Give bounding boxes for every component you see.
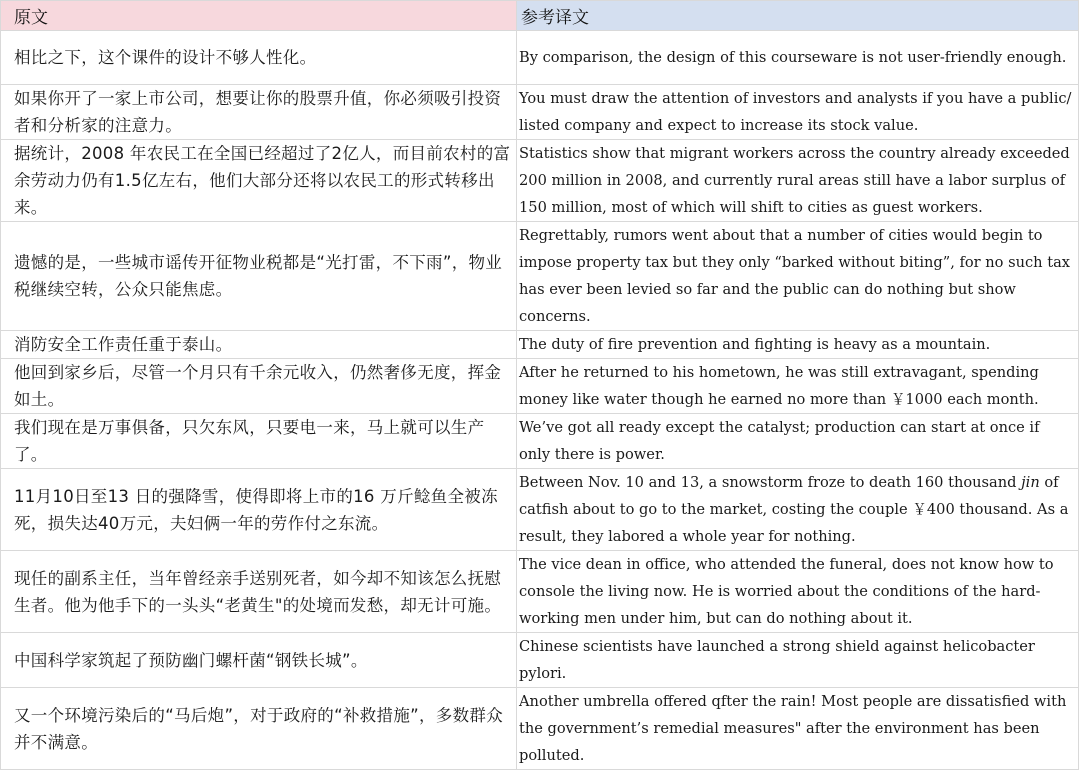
target-text: We’ve got all ready except the catalyst; production can start at once if only there is power. [517, 414, 1079, 469]
source-text: 遗憾的是，一些城市谣传开征物业税都是“光打雷，不下雨”，物业税继续空转，公众只能焦虑。 [1, 222, 517, 331]
table-row [1, 469, 1079, 551]
table-row [1, 331, 1079, 359]
target-text: The vice dean in office, who attended the funeral, does not know how to console the living now. He is worried about the conditions of the hard-working men under him, but can do nothing about it. [517, 551, 1079, 633]
target-column-header: 参考译文 [517, 1, 1079, 31]
target-text-part: Between Nov. 10 and 13, a snowstorm froze to death 160 thousand [519, 474, 1022, 491]
source-text: 据统计，2008 年农民工在全国已经超过了2亿人，而目前农村的富余劳动力仍有1.5亿左右，他们大部分还将以农民工的形式转移出来。 [1, 140, 517, 222]
source-text: 现任的副系主任，当年曾经亲手送别死者，如今却不知该怎么抚慰生者。他为他手下的一头头“老黄生"的处境而发愁，却无计可施。 [1, 551, 517, 633]
table-row [1, 633, 1079, 688]
target-text: The duty of fire prevention and fighting is heavy as a mountain. [517, 331, 1079, 359]
target-text-italic: jin [1021, 474, 1040, 491]
source-column-header: 原文 [1, 1, 517, 31]
target-text: Chinese scientists have launched a strong shield against helicobacter pylori. [517, 633, 1079, 688]
table-row [1, 359, 1079, 414]
table-row [1, 222, 1079, 331]
table-row [1, 31, 1079, 85]
source-text: 11月10日至13 日的强降雪，使得即将上市的16 万斤鲶鱼全被冻死，损失达40万元，夫妇俩一年的劳作付之东流。 [1, 469, 517, 551]
target-text: Statistics show that migrant workers across the country already exceeded 200 million in 2008, and currently rural areas still have a labor surplus of 150 million, most of which will shift to cities as guest workers. [517, 140, 1079, 222]
table-row [1, 688, 1079, 770]
table-row [1, 551, 1079, 633]
target-text: By comparison, the design of this courseware is not user-friendly enough. [517, 31, 1079, 85]
table-row [1, 140, 1079, 222]
target-text: After he returned to his hometown, he was still extravagant, spending money like water though he earned no more than ￥1000 each month. [517, 359, 1079, 414]
target-text: Another umbrella offered qfter the rain! Most people are dissatisfied with the government’s remedial measures" after the environment has been polluted. [517, 688, 1079, 770]
target-text-part: of catfish about to go to the market, costing the couple ￥400 thousand. As a result, they labored a whole year for nothing. [519, 474, 1069, 545]
header-row [1, 1, 1079, 31]
target-text: You must draw the attention of investors and analysts if you have a public/ listed company and expect to increase its stock value. [517, 85, 1079, 140]
source-text: 消防安全工作责任重于泰山。 [1, 331, 517, 359]
source-text: 我们现在是万事俱备，只欠东风，只要电一来，马上就可以生产了。 [1, 414, 517, 469]
target-text [517, 469, 1079, 551]
target-text: Regrettably, rumors went about that a number of cities would begin to impose property tax but they only “barked without biting”, for no such tax has ever been levied so far and the public can do nothing but show concerns. [517, 222, 1079, 331]
table-row [1, 85, 1079, 140]
table-row [1, 414, 1079, 469]
source-text: 相比之下，这个课件的设计不够人性化。 [1, 31, 517, 85]
source-text: 如果你开了一家上市公司，想要让你的股票升值，你必须吸引投资者和分析家的注意力。 [1, 85, 517, 140]
source-text: 他回到家乡后，尽管一个月只有千余元收入，仍然奢侈无度，挥金如土。 [1, 359, 517, 414]
source-text: 又一个环境污染后的“马后炮”，对于政府的“补救措施”，多数群众并不满意。 [1, 688, 517, 770]
source-text: 中国科学家筑起了预防幽门螺杆菌“钢铁长城”。 [1, 633, 517, 688]
